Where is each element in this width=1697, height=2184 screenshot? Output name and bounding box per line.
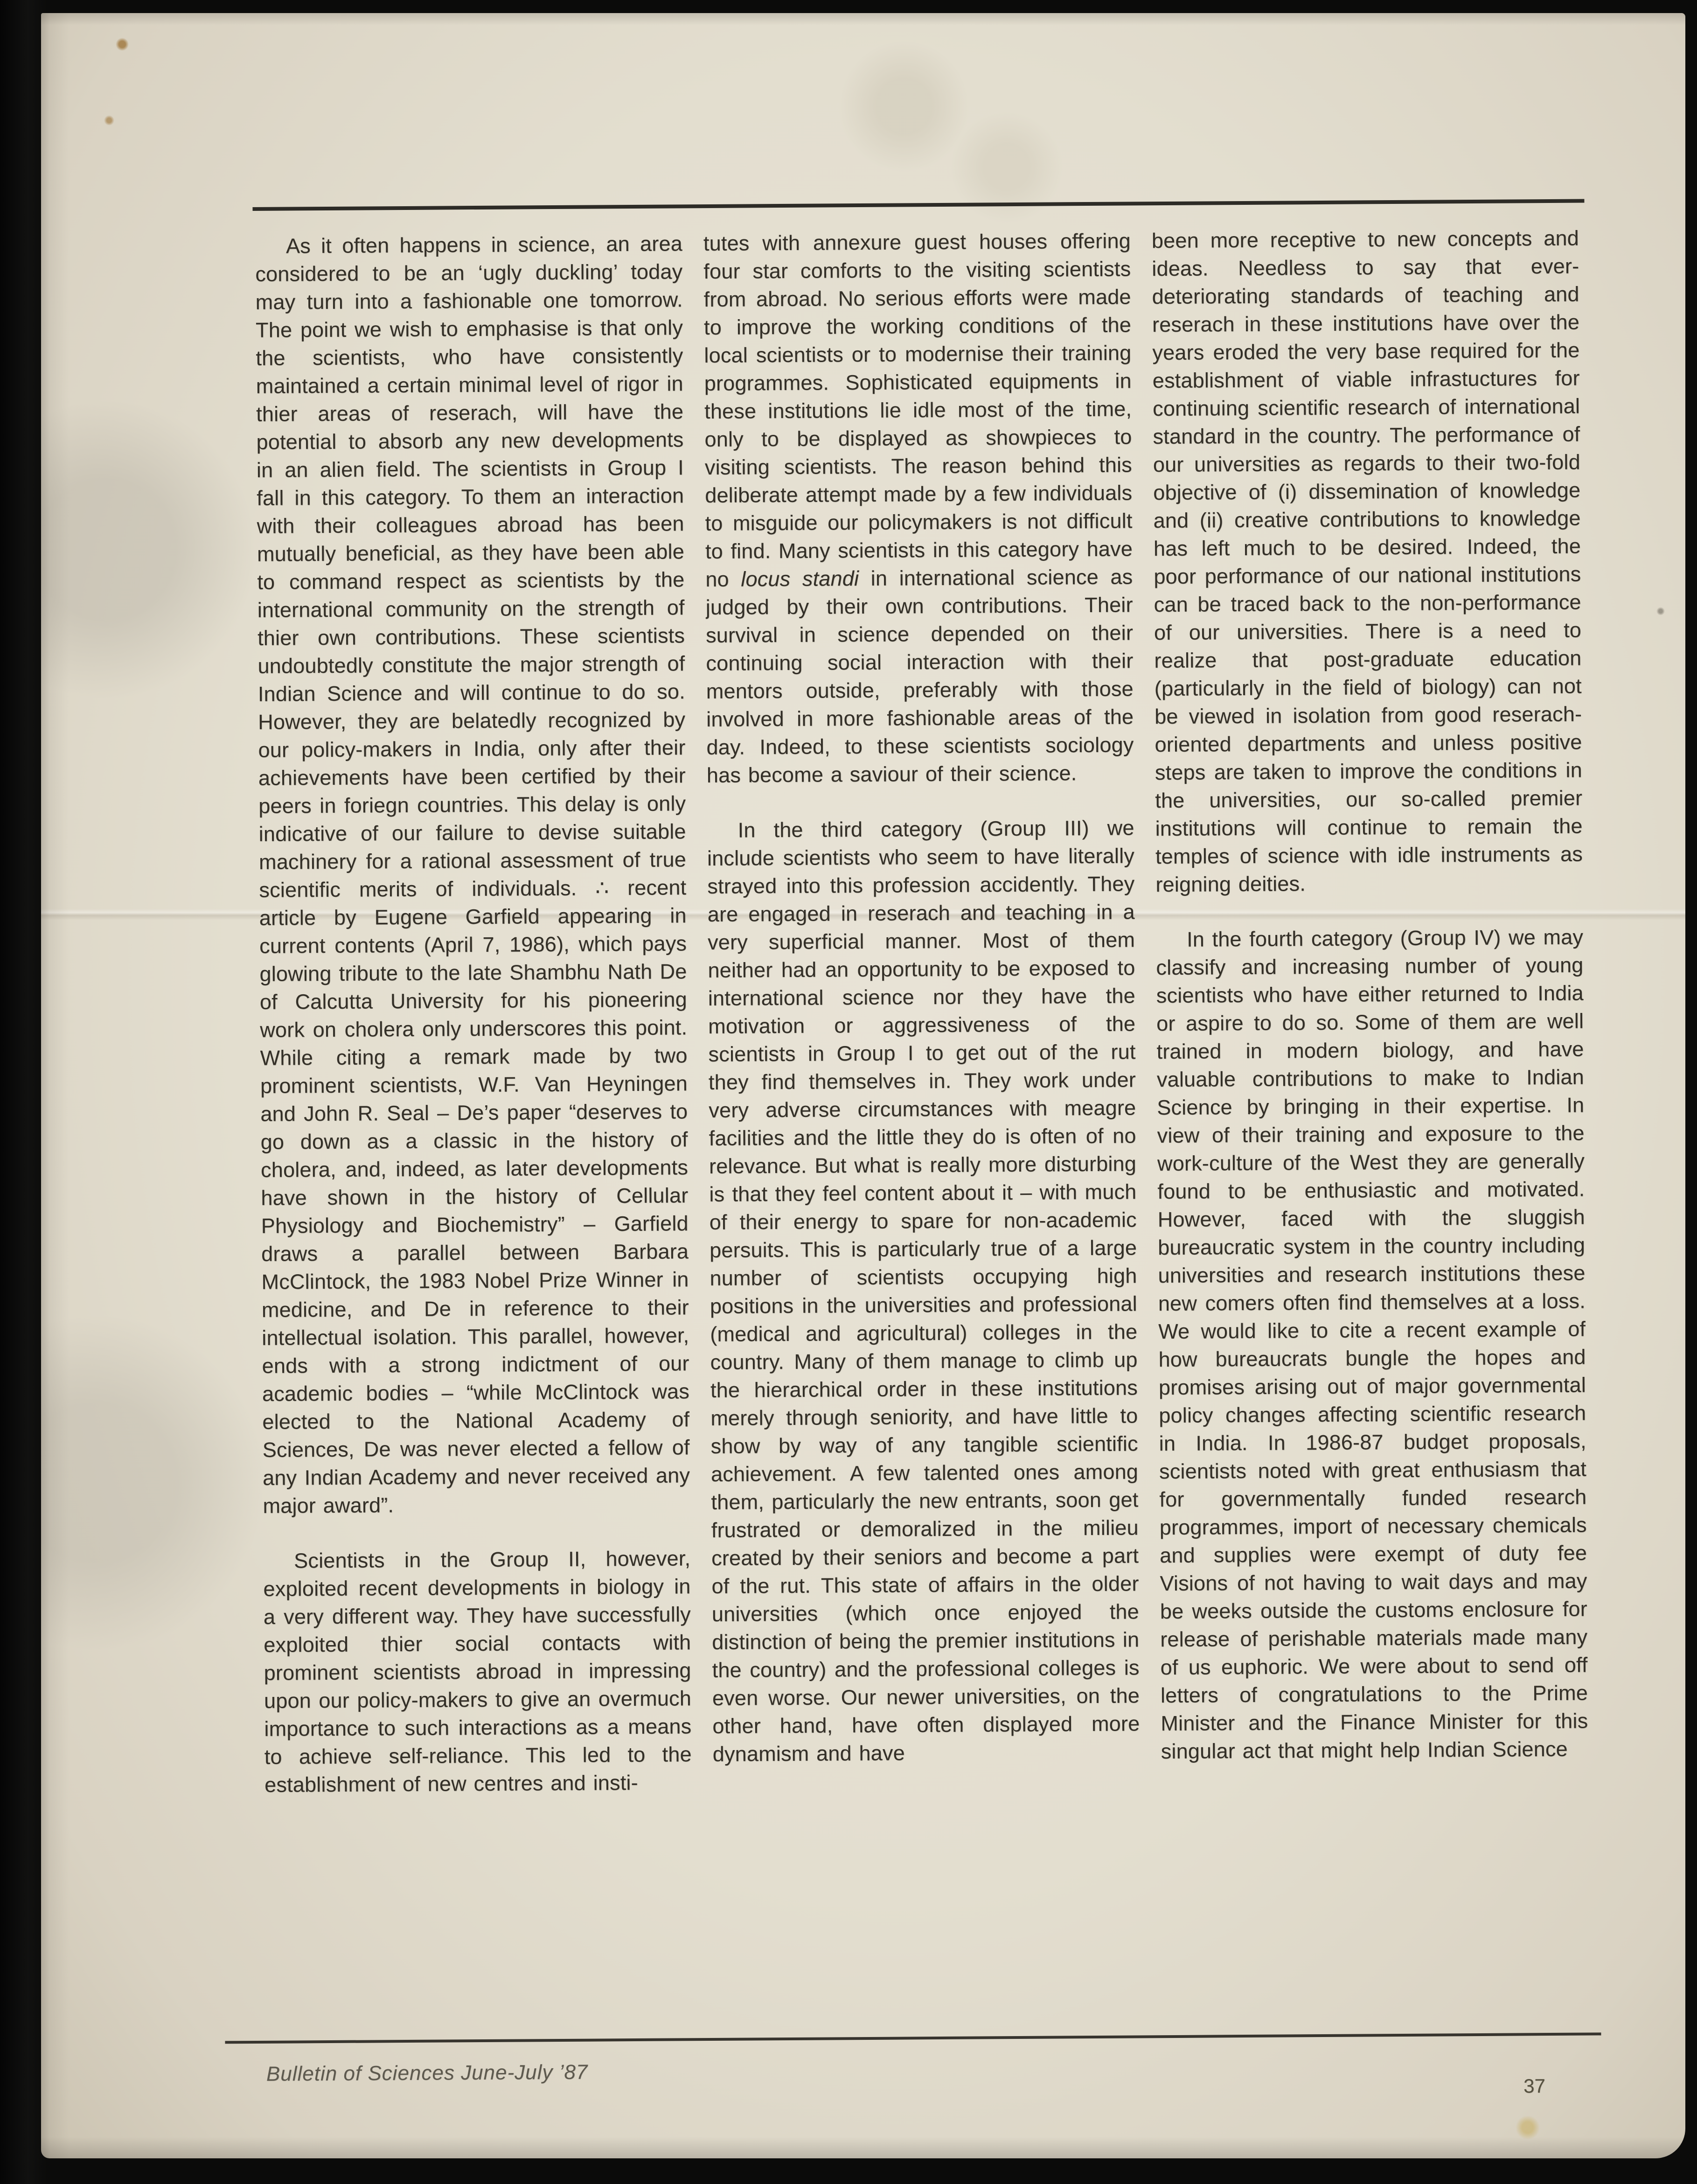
scanned-page xyxy=(41,13,1685,2158)
paragraph: been more receptive to new concepts and ideas. Needless to say that ever-deteriorating standards of teaching and reserach in these institutions have over the years eroded the very base required for the establishment of viable infrastuctures for continuing scientific research of international standard in the country. The performance of our universities as regards to their two-fold objective of (i) dissemination of knowledge and (ii) creative contributions to knowledge has left much to be desired. Indeed, the poor performance of our national institutions can be traced back to the non-performance of our universities. There is a need to realize that post-graduate education (particularly in the field of biology) can not be viewed in isolation from good reserach-oriented departments and unless positive steps are taken to improve the conditions in the universities, our so-called premier institutions will continue to remain the temples of science with idle instruments as reigning deities. xyxy=(1151,226,1583,897)
page-number: 37 xyxy=(1523,2075,1545,2097)
paragraph xyxy=(703,227,1134,789)
paragraph-text: tutes with annexure guest houses offering four star comforts to the visiting scientists from abroad. No serious efforts were made to improve the working conditions of the local scientists or to modernise their training programmes. Sophisticated equipments in these institutions lie idle most of the time, only to be displayed as showpieces to visiting scientists. The reason behind this deliberate attempt made by a few individuals to misguide our policymakers is not difficult to find. Many scientists in this category have no xyxy=(703,229,1133,592)
paragraph: In the third category (Group III) we include scientists who seem to have literally strayed into this profession accidently. They are engaged in reserach and teaching in a very superficial manner. Most of them neither had an opportunity to be exposed to international science nor they have the motivation or aggressiveness of the scientists in Group I to get out of the rut they find themselves in. They work under very adverse circumstances with meagre facilities and the little they do is often of no relevance. But what is really more disturbing is that they feel content about it – with much of their energy to spare for non-academic persuits. This is particularly true of a large number of scientists occupying high positions in the universities and professional (medical and agricultural) colleges in the country. Many of them manage to climb up the hierarchical order in these institutions merely through seniority, and have little to show by way of any tangible scientific achievement. A few talented ones among them, particularly the new entrants, soon get frustrated or demoralized in the milieu created by their seniors and become a part of the rut. This state of affairs in the older universities (which once enjoyed the distinction of being the premier institutions in the country) and the professional colleges is even worse. Our newer universities, on the other hand, have often displayed more dynamism and have xyxy=(707,816,1140,1766)
paragraph: In the fourth category (Group IV) we may classify and increasing number of young scientists who have either returned to India or aspire to do so. Some of them are well trained in modern biology, and have valuable contributions to make to Indian Science by bringing in their expertise. In view of their training and exposure to the work-culture of the West they are generally found to be enthusiastic and motivated. However, faced with the sluggish bureaucratic system in the country including universities and research institutions these new comers often find themselves at a loss. We would like to cite a recent example of how bureaucrats bungle the hopes and promises arising out of major governmental policy changes affecting scientific research in India. In 1986-87 budget proposals, scientists noted with great enthusiasm that for governmentally funded research programmes, import of necessary chemicals and supplies were exempt of duty fee Visions of not having to wait days and may be weeks outside the customs enclosure for release of perishable materials made many of us euphoric. We were about to send off letters of congratulations to the Prime Minister and the Finance Minister for this singular act that might help Indian Science xyxy=(1156,925,1588,1764)
printed-content xyxy=(41,13,1685,2158)
column-3 xyxy=(1152,224,1590,2014)
paragraph: Scientists in the Group II, however, exploited recent developments in biology in a very different way. They have successfully exploited thier social contacts with prominent scientists abroad in impressing upon our policy-makers to give an overmuch importance to such interactions as a means to achieve self-reliance. This led to the establishment of new centres and insti- xyxy=(263,1546,692,1797)
top-rule xyxy=(252,199,1584,211)
column-2 xyxy=(703,227,1141,2017)
latin-term: locus standi xyxy=(741,566,859,591)
paragraph-text: in international science as judged by their own contributions. Their survival in science depended on their continuing social interaction with their mentors outside, preferably with those involved in more fashionable areas of the day. Indeed, to these scientists sociology has become a saviour of their science. xyxy=(705,565,1134,788)
bottom-rule xyxy=(225,2032,1601,2044)
column-1 xyxy=(255,230,693,2019)
journal-footer: Bulletin of Sciences June-July ’87 xyxy=(266,2060,588,2086)
article-columns xyxy=(255,224,1590,2019)
paragraph: As it often happens in science, an area considered to be an ‘ugly duckling’ today may turn into a fashionable one tomorrow. The point we wish to emphasise is that only the scientists, who have consistently maintained a certain minimal level of rigor in thier areas of reserach, will have the potential to absorb any new developments in an alien field. The scientists in Group I fall in this category. To them an interaction with their colleagues abroad has been mutually beneficial, as they have been able to command respect as scientists by the international community on the strength of thier own contributions. These scientists undoubtedly constitute the major strength of Indian Science and will continue to do so. However, they are belatedly recognized by our policy-makers in India, only after their achievements have been certified by their peers in foriegn countries. This delay is only indicative of our failure to devise suitable machinery for a rational assessment of true scientific merits of individuals. ∴ recent article by Eugene Garfield appearing in current contents (April 7, 1986), which pays glowing tribute to the late Shambhu Nath De of Calcutta University for his pioneering work on cholera only underscores this point. While citing a remark made by two prominent scientists, W.F. Van Heyningen and John R. Seal – De’s paper “deserves to go down as a classic in the history of cholera, and, indeed, as later developments have shown in the history of Cellular Physiology and Biochemistry” – Garfield draws a parallel between Barbara McClintock, the 1983 Nobel Prize Winner in medicine, and De in reference to their intellectual isolation. This parallel, however, ends with a strong indictment of our academic bodies – “while McClintock was elected to the National Academy of Sciences, De was never elected a fellow of any Indian Academy and never received any major award”. xyxy=(255,231,690,1518)
